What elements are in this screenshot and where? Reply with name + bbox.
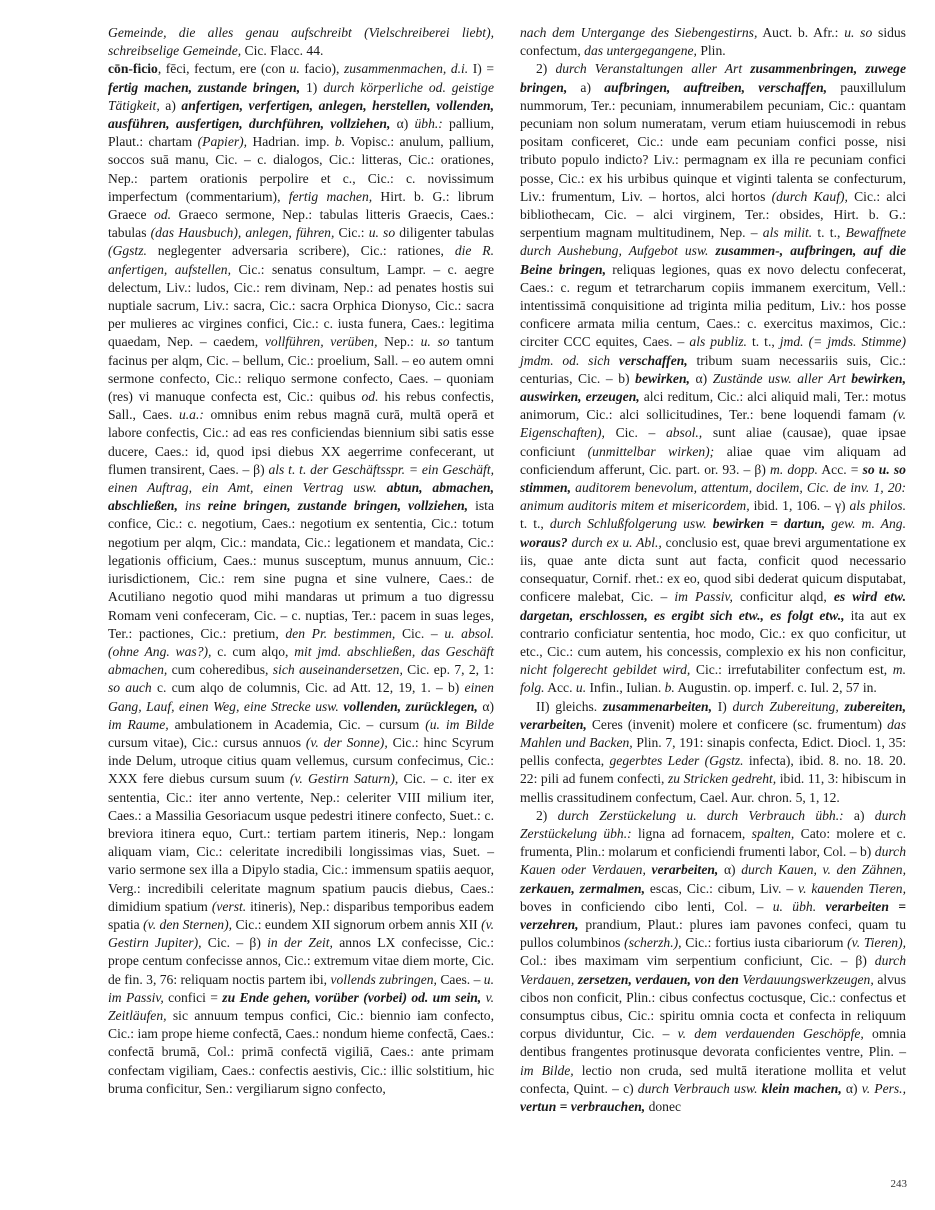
entry-bold-gloss: zu Ende gehen, vorüber (vorbei) od. um sein, — [222, 989, 482, 1005]
entry-text: boves in conficiendo cibo lenti, Col. – — [520, 898, 773, 914]
entry-text — [610, 353, 619, 368]
entry-italic-text: (v. Eigenschaften), — [520, 407, 906, 441]
left-column — [108, 24, 494, 1098]
entry-paragraph — [108, 60, 494, 1098]
entry-text: escas, Cic.: cibum, Liv. – — [644, 880, 799, 896]
entry-text: confici = — [163, 989, 223, 1005]
entry-text: α) — [689, 370, 713, 386]
entry-text: diligenter tabulas — [395, 225, 494, 241]
entry-text: sidus confectum, — [520, 25, 906, 59]
entry-italic-text: nach dem Untergange des Siebengestirns, — [520, 25, 758, 40]
entry-text — [377, 480, 387, 495]
entry-bold-gloss: aufbringen, auftreiben, verschaffen, — [604, 79, 828, 95]
entry-italic-text: u. so — [368, 225, 396, 241]
entry-bold-gloss: zusammen-, aufbringen, auf die Beine bringen, — [520, 243, 907, 277]
entry-text: Cic. – — [395, 625, 445, 641]
entry-italic-text: durch Verdauen, — [520, 953, 906, 987]
entry-italic-text: vollends zubringen, — [330, 971, 437, 987]
entry-text: Cic.: — [334, 225, 369, 241]
entry-italic-text: m. folg. — [520, 662, 906, 696]
entry-bold-gloss: woraus? — [520, 534, 568, 550]
entry-text: α) — [841, 1080, 862, 1096]
entry-text: Cic.: senatus consultum, Lampr. – c. aegre delectum, Liv.: ludos, Cic.: rem divinam, Nep.: ad penates hostis sui nuptiale sacrum, Liv.: sacra, Cic.: sacra Orphica Dionyso, Cic.: sacra per mulieres ac virgines confici, Cic.: c. iusta funera, Caes.: legitima quaedam, Nep. – caedem, — [108, 261, 494, 350]
entry-text: alvus cibos non conficit, Plin.: cibus confectus coctusque, Cic.: confectus et consumptus cibus, Cic.: spiritu omnia cocta et confecta in reliquum corpus dividuntur, Cic. – — [520, 971, 907, 1042]
entry-text: Caes. – — [436, 971, 484, 987]
entry-text: lectio non cruda, sed multā iteratione mollita et velut confecta, Quint. – c) — [520, 1062, 906, 1096]
entry-italic-text: u. absol. (ohne Ang. was?), — [108, 625, 495, 659]
entry-italic-text: die R. anfertigen, aufstellen, — [108, 243, 494, 277]
entry-paragraph — [520, 24, 906, 60]
entry-italic-text: (unmittelbar wirken); — [587, 443, 715, 459]
entry-italic-text: b. — [334, 134, 346, 150]
entry-text: conclusio est, quae brevi argumentatione ex iis, quae ante dicta sunt aut facta, conficit quod necessario consequatur, Cornif. rhet.: ex eo, quod sibi dederat quicum disputabat, conficere malebat, Cic. – — [520, 534, 906, 605]
entry-text: Cic. ep. 7, 2, 1: — [402, 662, 494, 678]
entry-italic-text: u. so — [420, 334, 450, 350]
entry-text: tribum suam necessariis suis, Cic.: centurias, Cic. – b) — [520, 352, 907, 386]
entry-italic-text: (durch Kauf), — [771, 188, 848, 204]
entry-text: pallium, Plaut.: chartam — [108, 116, 494, 150]
entry-text: Vopisc.: anulum, pallium, soccos suā manu, Cic. – c. dialogos, Cic.: litteras, Cic.: orationes, Nep.: partem orationis perpolire et c., Cic.: c. novissimum imperfectum (commentarium), — [108, 134, 494, 204]
entry-text: prandium, Plaut.: plures iam pavones confeci, quam tu pullos columbinos — [520, 916, 906, 951]
entry-italic-text: so auch — [108, 680, 152, 696]
entry-italic-text: (v. der Sonne), — [305, 734, 388, 750]
entry-bold-gloss: vollenden, zurücklegen, — [343, 698, 478, 714]
entry-text: tantum facinus per alqm, Cic. – bellum, Cic.: proelium, Sall. – eo autem omni sermone confecto, Cic.: reliquo sermone confecto, Caes. – quoniam (res) vi manuque confecta est, Cic.: quibus — [108, 334, 494, 405]
entry-text: t. t., — [746, 334, 780, 350]
entry-text: facio), — [299, 61, 344, 77]
entry-italic-text: v. Zeitläufen, — [108, 989, 495, 1023]
entry-paragraph — [520, 60, 906, 697]
entry-text: reliquas legiones, quas ex novo delectu confecerat, Caes.: c. regum et tetrarcharum copiis immanem exercitum, Vell.: intentissimā conquisitione ad triginta milia peditum, Liv.: hos posse conficere armata milia centum, Caes.: c. exercitus maximos, Cic.: circiter CCC equites, Caes. – — [520, 261, 906, 350]
entry-italic-text: u. so — [844, 25, 873, 40]
entry-bold-gloss: verarbeiten = verzehren, — [520, 898, 906, 932]
entry-paragraph — [520, 807, 906, 1116]
entry-italic-text: fertig machen, — [288, 188, 373, 204]
entry-italic-text: v. Pers., — [861, 1080, 906, 1096]
entry-italic-text: den Pr. bestimmen, — [285, 625, 396, 641]
entry-italic-text: als philos. — [849, 498, 906, 514]
entry-text: Col.: ibes maximam vim serpentium conficiunt, Cic. – β) — [520, 953, 875, 969]
entry-italic-text: (v. Tieren), — [847, 935, 906, 951]
entry-text: Graeco sermone, Nep.: tabulas litteris Graecis, Caes.: tabulas — [108, 207, 494, 241]
entry-italic-text: das untergegangene, — [584, 43, 697, 59]
entry-italic-text: (scherzh.), — [624, 935, 682, 951]
entry-italic-text: durch Schlußfolgerung usw. — [549, 516, 707, 532]
entry-text — [708, 243, 715, 258]
entry-bold-gloss: bewirken, auswirken, erzeugen, — [520, 370, 906, 405]
entry-italic-text: (v. Gestirn Saturn), — [289, 771, 399, 787]
entry-text: neglegenter adversaria scribere), Cic.: rationes, — [146, 243, 455, 259]
entry-bold-gloss: bewirken = dartun, — [712, 516, 826, 532]
entry-italic-text: u. übh. — [772, 898, 817, 914]
entry-italic-text: (Ggstz. — [108, 243, 147, 259]
entry-text: I) = — [468, 61, 494, 77]
entry-text: ista confice, Cic.: c. negotium, Caes.: negotium ex sententia, Cic.: totum negotium per alqm, Cic.: mandata, Cic.: legationem et mandata, Cic.: legationis officium, Caes.: munus susceptum, munus annuum, Cic.: iurisdictionem, Cic.: rem sine pugna et sine vulnere, Caes.: de Acutiliano negotio quod mihi mandaras ut primum a tuo digressu Romam veni confeceram, Cic. – c. nuptias, Ter.: pacem in suas leges, Ter.: pactiones, Cic.: pretium, — [108, 498, 494, 641]
entry-italic-text: das Mahlen und Backen, — [520, 716, 906, 750]
entry-italic-text: od. — [361, 389, 379, 405]
entry-bold-gloss: zubereiten, verarbeiten, — [520, 698, 907, 732]
entry-text: Nep.: — [377, 334, 421, 350]
entry-text: II) gleichs. — [536, 698, 603, 714]
entry-bold-gloss: es wird etw. dargetan, erschlossen, es ergibt sich etw., es folgt etw., — [520, 589, 907, 623]
entry-text: a) — [843, 807, 875, 823]
entry-text: t. t., — [812, 225, 846, 241]
entry-text: Cic.: irrefutabiliter confectum est, — [690, 662, 893, 678]
entry-text: c. cum alqo, — [211, 643, 295, 659]
entry-italic-text: (v. Gestirn Jupiter), — [108, 916, 495, 951]
entry-italic-text: (u. im Bilde — [425, 716, 495, 732]
entry-italic-text: einen Gang, Lauf, einen Weg, eine Strecke usw. — [108, 680, 494, 714]
entry-italic-text: im Bilde, — [520, 1062, 574, 1078]
entry-text: Auct. b. Afr.: — [757, 25, 845, 40]
entry-italic-text: jmd. (= jmds. Stimme) jmdm. od. sich — [520, 334, 906, 368]
entry-bold-gloss: reine bringen, zustande bringen, vollziehen, — [207, 498, 469, 514]
entry-bold-gloss: verarbeiten, — [651, 862, 719, 878]
entry-bold-gloss: zersetzen, verdauen, von den — [577, 971, 739, 987]
entry-text: aliae quae vim aliquam ad conficiendum afferunt, Cic. part. or. 93. – β) — [520, 443, 906, 477]
entry-bold-gloss: zusammenbringen, zuwege bringen, — [520, 61, 906, 95]
entry-text: donec — [645, 1098, 682, 1114]
entry-italic-text: durch Zerstückelung u. durch Verbrauch übh.: — [557, 807, 844, 823]
entry-text: cursum vitae), Cic.: cursus annuos — [108, 734, 306, 750]
entry-italic-text: v. dem verdauenden Geschöpfe, — [677, 1026, 864, 1042]
entry-italic-text: durch Veranstaltungen aller Art — [555, 61, 743, 77]
entry-italic-text: im Raume, — [108, 716, 169, 732]
entry-text — [201, 498, 208, 513]
entry-italic-text: als t. t. der Geschäftsspr. = ein Geschäft, einen Auftrag, ein Amt, einen Vertrag usw. — [108, 461, 494, 496]
entry-text: Hirt. b. G.: librum Graece — [108, 188, 494, 223]
entry-italic-text: gew. m. Ang. — [831, 516, 906, 532]
entry-italic-text: vollführen, verüben, — [264, 334, 378, 350]
entry-italic-text: v. kauenden Tieren, — [798, 880, 906, 896]
entry-text: Cic.: fortius iusta cibariorum — [681, 935, 848, 951]
entry-text: a) — [567, 79, 605, 95]
entry-italic-text: u. — [575, 680, 587, 696]
entry-italic-text: als milit. — [762, 225, 813, 241]
entry-text: a) — [159, 97, 182, 113]
entry-italic-text: durch Kauen, v. den Zähnen, — [741, 862, 906, 878]
entry-italic-text: Gemeinde, die alles genau aufschreibt (Vielschreiberei liebt), schreibselige Gemeinde, — [108, 25, 494, 59]
entry-text: t. t., — [520, 516, 550, 532]
entry-bold-gloss: zerkauen, zermalmen, — [520, 880, 645, 896]
entry-text: Hadrian. imp. — [247, 134, 335, 150]
entry-italic-text: Bewaffnete durch Aushebung, Aufgebot usw. — [520, 225, 906, 259]
entry-italic-text: durch körperliche od. geistige Tätigkeit, — [108, 79, 495, 113]
entry-italic-text: übh.: — [414, 116, 443, 132]
entry-text: Cic.: hinc Scyrum inde Delum, utroque citius quam vellemus, cursum confecimus, Cic.: XXX fere diebus cursum suum — [108, 734, 494, 787]
entry-text: omnia dentibus frangentes protinusque devorata conficientes ventre, Plin. – — [520, 1026, 906, 1060]
entry-text: 1) — [300, 79, 324, 95]
entry-bold-gloss: zusammenarbeiten, — [602, 698, 713, 714]
entry-text: α) — [390, 116, 415, 132]
entry-text: ambulationem in Academia, Cic. – cursum — [168, 716, 426, 732]
entry-italic-text: spalten, — [751, 825, 795, 841]
entry-italic-text: u. — [289, 61, 300, 77]
entry-italic-text: (v. den Sternen), — [143, 916, 233, 932]
entry-italic-text: durch Zerstückelung übh.: — [520, 807, 906, 841]
entry-paragraph — [108, 24, 494, 60]
entry-text: Cic. – — [604, 425, 666, 441]
entry-text: Cic.: eundem XII signorum orbem annis XII — [232, 916, 482, 932]
right-column — [520, 24, 906, 1116]
entry-text: sic annuum tempus confici, Cic.: biennio iam confecto, Cic.: iam prope hieme confectā, Caes.: nondum hieme confectā, Caes.: confectā brumā, Col.: primā confectā vigiliā, Caes.: ante primam confectam vigiliam, Caes.: confectis aestivis, Cic.: illic solstitium, hic bruma conficitur, Sen.: vergiliarum signo confecto, — [108, 1007, 494, 1096]
entry-bold-gloss: verschaffen, — [618, 352, 688, 368]
entry-italic-text: durch Kauen oder Verdauen, — [520, 844, 906, 878]
entry-text: Acc. = — [817, 461, 863, 477]
entry-italic-text: gegerbtes Leder (Ggstz. — [609, 753, 744, 769]
entry-text: his rebus confectis, Sall., Caes. — [108, 389, 494, 423]
entry-italic-text: als publiz. — [689, 334, 747, 350]
entry-italic-text: m. dopp. — [770, 461, 818, 477]
entry-italic-text: im Passiv, — [674, 589, 733, 605]
entry-bold-gloss: bewirken, — [635, 370, 690, 386]
entry-text: 2) — [536, 807, 558, 823]
entry-italic-text: ins — [184, 498, 201, 514]
entry-italic-text: auditorem benevolum, attentum, docilem, Cic. de inv. 1, 20: animum auditoris mitem et misericordem, — [520, 480, 906, 514]
entry-italic-text: b. — [664, 680, 675, 696]
entry-text: α) — [718, 862, 742, 878]
entry-text: Infin., Iulian. — [586, 680, 665, 696]
headword: cōn-ficio — [108, 61, 158, 77]
entry-bold-gloss: abtun, abmachen, abschließen, — [108, 480, 494, 514]
entry-italic-text: durch ex u. Abl., — [571, 534, 662, 550]
page-number: 243 — [890, 1178, 907, 1190]
entry-text: Cic. – c. iter ex sententia, Cic.: iter anno vertente, Nep.: celeriter VIII milium iter, Caes.: a Massilia Gesoriacum usque pedestri itinere confecto, Suet.: c. breviora itinera equo, Curt.: tertiam partem itineris, Nep.: longam aliquam viam, Cic.: celeritate incredibili longissimas vias, Suet. – vario sermone sex illa a Dipylo stadia, Cic.: immensum spatiis aequor, Verg.: incredibili celeritate magnum spatium paucis diebus, Caes.: dimidium spatium — [108, 771, 494, 914]
entry-italic-text: Zustände usw. aller Art — [712, 370, 846, 386]
entry-bold-gloss: so u. so stimmen, — [520, 461, 906, 496]
entry-text: conficitur alqd, — [732, 589, 834, 605]
entry-text — [742, 61, 750, 76]
entry-bold-gloss: vertun = verbrauchen, — [520, 1098, 646, 1114]
entry-italic-text: u. im Passiv, — [108, 971, 494, 1005]
entry-text: Ceres (invenit) molere et conficere (sc. frumentum) — [586, 716, 888, 732]
entry-italic-text: (Papier), — [197, 134, 248, 150]
entry-italic-text: absol., — [665, 425, 703, 441]
entry-bold-gloss: klein machen, — [761, 1080, 842, 1096]
entry-italic-text: durch Verbrauch usw. — [637, 1080, 758, 1096]
entry-text: sunt aliae (causae), quae ipsae conficiunt — [520, 425, 906, 459]
entry-text: Cic.: alci bibliothecam, Cic. – alci virginem, Ter.: obsides, Hirt. b. G.: serpentium magnam multitudinem, Nep. – — [520, 188, 906, 241]
entry-text: ligna ad fornacem, — [631, 825, 752, 841]
entry-text: α) — [477, 698, 494, 714]
entry-bold-gloss: fertig machen, zustande bringen, — [108, 79, 301, 95]
entry-italic-text: zu Stricken gedreht, — [668, 771, 777, 787]
entry-italic-text: sich auseinandersetzen, — [272, 662, 403, 678]
entry-text: Augustin. op. imperf. c. Iul. 2, 57 in. — [674, 680, 877, 696]
entry-text: Acc. — [544, 680, 576, 696]
entry-text: alci reditum, Cic.: alci aliquid mali, Ter.: motus animorum, Cic.: alci sollicitudines, Ter.: bene loquendi famam — [520, 389, 906, 423]
entry-italic-text: od. — [154, 207, 172, 223]
entry-italic-text: (das Hausbuch), anlegen, führen, — [150, 225, 335, 241]
entry-text: Cato: molere et c. frumenta, Plin.: molarum et conficiendi frumenti labor, Col. – b) — [520, 825, 907, 860]
entry-text: Plin. — [696, 43, 726, 59]
entry-paragraph — [520, 698, 906, 807]
entry-text — [178, 498, 185, 513]
entry-text: pauxillulum nummorum, Ter.: pecuniam, innumerabilem pecuniam, Cic.: quantam pecuniam non solum numeratam, verum etiam huiuscemodi in rebus positam conficeret, Cic.: unde eam pecuniam confici posse, nisi tributo populo indicto? Liv.: permagnam ex illa re pecuniam confici posse, Cic.: ex his urbibus quinque et viginti talenta se confecturum, Liv.: frumentum, Liv. – hortos, alci hortos — [520, 79, 906, 204]
entry-text: infecta), ibid. 8. no. 18. 20. 22: pili ad funem confecti, — [520, 753, 906, 787]
entry-text: 2) — [536, 61, 556, 77]
entry-text: I) — [712, 698, 733, 714]
entry-text: Plin. 7, 191: sinapis confecta, Edict. Diocl. 1, 35: pellis confecta, — [520, 734, 907, 769]
entry-italic-text: (verst. — [211, 898, 247, 914]
entry-italic-text: mit jmd. abschließen, das Geschäft abmachen, — [108, 643, 494, 678]
entry-text: c. cum alqo de columnis, Cic. ad Att. 12, 19, 1. – b) — [151, 680, 465, 696]
entry-italic-text: zusammenmachen, d.i. — [343, 61, 469, 77]
entry-text: ibid. 11, 3: hibiscum in mellis crassitudinem confectum, Cael. Aur. chron. 5, 1, 12. — [520, 771, 906, 805]
dictionary-page — [108, 24, 906, 1174]
entry-text: itineris), Nep.: disparibus temporibus eadem spatia — [108, 898, 494, 932]
entry-text: annos LX confecisse, Cic.: prope centum confecisse annos, Cic.: extremum vitae diem morte, Cic. de fin. 3, 76: reliquam noctis partem ibi, — [108, 935, 494, 987]
entry-text: Cic. Flacc. 44. — [241, 43, 324, 59]
entry-text: Cic. – β) — [201, 935, 268, 951]
entry-italic-text: nicht folgerecht gebildet wird, — [520, 662, 691, 678]
entry-text: cum coheredibus, — [167, 662, 273, 678]
entry-text: ibid. 1, 106. – γ) — [749, 498, 850, 514]
entry-italic-text: durch Zubereitung, — [732, 698, 839, 714]
entry-text: ita aut ex contrario conficiatur sententia, hoc modo, Cic.: ex quo conficitur, ut etc., Cic.: cum autem, his concessis, complexio ex his non conficitur, — [520, 607, 906, 659]
entry-text: , fēci, fectum, ere (con — [157, 61, 290, 77]
entry-italic-text: Verdauungswerkzeugen, — [742, 971, 874, 987]
entry-italic-text: u.a.: — [178, 407, 204, 423]
entry-bold-gloss: anfertigen, verfertigen, anlegen, herstellen, vollenden, ausführen, ausfertigen, durchführen, vollziehen, — [108, 97, 495, 132]
entry-italic-text: in der Zeit, — [267, 935, 333, 951]
entry-text: omnibus enim rebus magnā curā, multā operā et labore confectis, Cic.: ad eas res conficiendas biennium sibi satis esse ducere, Caes.: id, quod ipsi diebus XX aegerrime confecerant, ut flumen transirent, Caes. – β) — [108, 407, 494, 477]
